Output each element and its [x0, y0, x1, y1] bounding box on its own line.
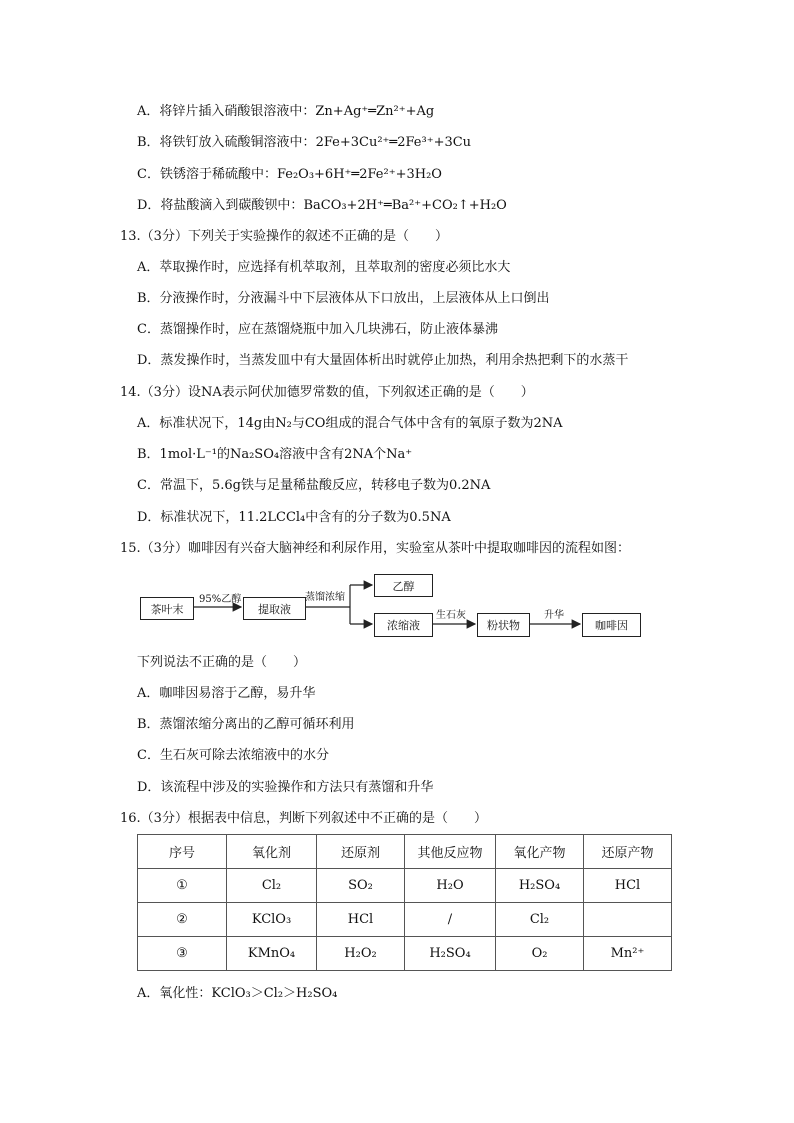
reaction-table: [137, 834, 672, 971]
table-header-cell: 氧化剂: [227, 835, 317, 869]
q12-option-a[interactable]: [137, 103, 434, 121]
table-cell: SO₂: [317, 869, 405, 903]
table-cell: ③: [138, 937, 227, 971]
q12-option-b[interactable]: [137, 134, 471, 152]
table-cell: HCl: [584, 869, 672, 903]
q12-option-b-label: B．将铁钉放入硫酸铜溶液中：: [137, 135, 316, 150]
q15-option-a[interactable]: A．咖啡因易溶于乙醇，易升华: [137, 686, 316, 701]
q13-option-c[interactable]: C．蒸馏操作时，应在蒸馏烧瓶中加入几块沸石，防止液体暴沸: [137, 322, 498, 337]
flow-label-ethanol95: 95%乙醇: [199, 594, 242, 605]
flow-box-caffeine: 咖啡因: [582, 613, 641, 637]
q13-option-d[interactable]: D．蒸发操作时，当蒸发皿中有大量固体析出时就停止加热，利用余热把剩下的水蒸干: [137, 353, 629, 368]
q14-stem: 14.（3分）设NA表示阿伏加德罗常数的值，下列叙述正确的是（ ）: [120, 385, 534, 400]
flow-label-distill: 蒸馏浓缩: [305, 592, 345, 603]
flow-label-sublimation: 升华: [544, 610, 564, 621]
table-cell: H₂SO₄: [496, 869, 584, 903]
flow-box-extract: 提取液: [243, 597, 306, 620]
table-header-cell: 还原产物: [584, 835, 672, 869]
table-header-cell: 其他反应物: [405, 835, 496, 869]
table-row: [138, 903, 672, 937]
table-header-cell: 序号: [138, 835, 227, 869]
q12-option-b-formula: 2Fe+3Cu²⁺═2Fe³⁺+3Cu: [315, 135, 472, 150]
table-cell: O₂: [496, 937, 584, 971]
table-cell: [584, 903, 672, 937]
table-cell: Cl₂: [227, 869, 317, 903]
table-header-row: [138, 835, 672, 869]
table-header-cell: 还原剂: [317, 835, 405, 869]
q12-option-c-formula: Fe₂O₃+6H⁺═2Fe²⁺+3H₂O: [276, 167, 442, 182]
q15-stem: 15.（3分）咖啡因有兴奋大脑神经和利尿作用，实验室从茶叶中提取咖啡因的流程如图：: [120, 541, 630, 556]
flow-box-powder: 粉状物: [477, 613, 530, 637]
flow-box-concentrate: 浓缩液: [374, 613, 433, 637]
q15-option-b[interactable]: B．蒸馏浓缩分离出的乙醇可循环利用: [137, 717, 355, 732]
q14-option-c[interactable]: C．常温下，5.6g铁与足量稀盐酸反应，转移电子数为0.2NA: [137, 478, 491, 493]
table-cell: KClO₃: [227, 903, 317, 937]
table-row: [138, 869, 672, 903]
table-cell: H₂O₂: [317, 937, 405, 971]
table-cell: H₂O: [405, 869, 496, 903]
q13-option-a[interactable]: A．萃取操作时，应选择有机萃取剂，且萃取剂的密度必须比水大: [137, 260, 511, 275]
q12-option-a-formula: Zn+Ag⁺═Zn²⁺+Ag: [315, 104, 435, 119]
q12-option-c[interactable]: [137, 166, 442, 184]
table-cell: /: [405, 903, 496, 937]
table-cell: HCl: [317, 903, 405, 937]
table-cell: H₂SO₄: [405, 937, 496, 971]
q12-option-c-label: C．铁锈溶于稀硫酸中：: [137, 167, 277, 182]
table-cell: KMnO₄: [227, 937, 317, 971]
flow-box-tea: 茶叶末: [140, 597, 194, 620]
q15-option-c[interactable]: C．生石灰可除去浓缩液中的水分: [137, 748, 329, 763]
q12-option-a-label: A．将锌片插入硝酸银溶液中：: [137, 104, 316, 119]
q12-option-d[interactable]: [137, 197, 507, 215]
q13-option-b[interactable]: B．分液操作时，分液漏斗中下层液体从下口放出，上层液体从上口倒出: [137, 291, 550, 306]
q15-option-d[interactable]: D．该流程中涉及的实验操作和方法只有蒸馏和升华: [137, 780, 434, 795]
q14-option-b[interactable]: B．1mol·L⁻¹的Na₂SO₄溶液中含有2NA个Na⁺: [137, 447, 413, 462]
flow-box-ethanol: 乙醇: [374, 574, 433, 597]
q12-option-d-label: D．将盐酸滴入到碳酸钡中：: [137, 198, 304, 213]
table-cell: Mn²⁺: [584, 937, 672, 971]
q16-stem: 16.（3分）根据表中信息，判断下列叙述中不正确的是（ ）: [120, 811, 487, 826]
q13-stem: 13.（3分）下列关于实验操作的叙述不正确的是（ ）: [120, 229, 448, 244]
table-cell: ①: [138, 869, 227, 903]
flow-label-quicklime: 生石灰: [436, 610, 466, 621]
table-cell: Cl₂: [496, 903, 584, 937]
q16-option-a[interactable]: A．氧化性：KClO₃＞Cl₂＞H₂SO₄: [137, 986, 338, 1001]
table-cell: ②: [138, 903, 227, 937]
table-header-cell: 氧化产物: [496, 835, 584, 869]
table-row: [138, 937, 672, 971]
q14-option-a[interactable]: A．标准状况下，14g由N₂与CO组成的混合气体中含有的氧原子数为2NA: [137, 416, 563, 431]
q15-sub-stem: 下列说法不正确的是（ ）: [137, 655, 307, 670]
q12-option-d-formula: BaCO₃+2H⁺═Ba²⁺+CO₂↑+H₂O: [303, 198, 507, 213]
q14-option-d[interactable]: D．标准状况下，11.2LCCl₄中含有的分子数为0.5NA: [137, 510, 451, 525]
